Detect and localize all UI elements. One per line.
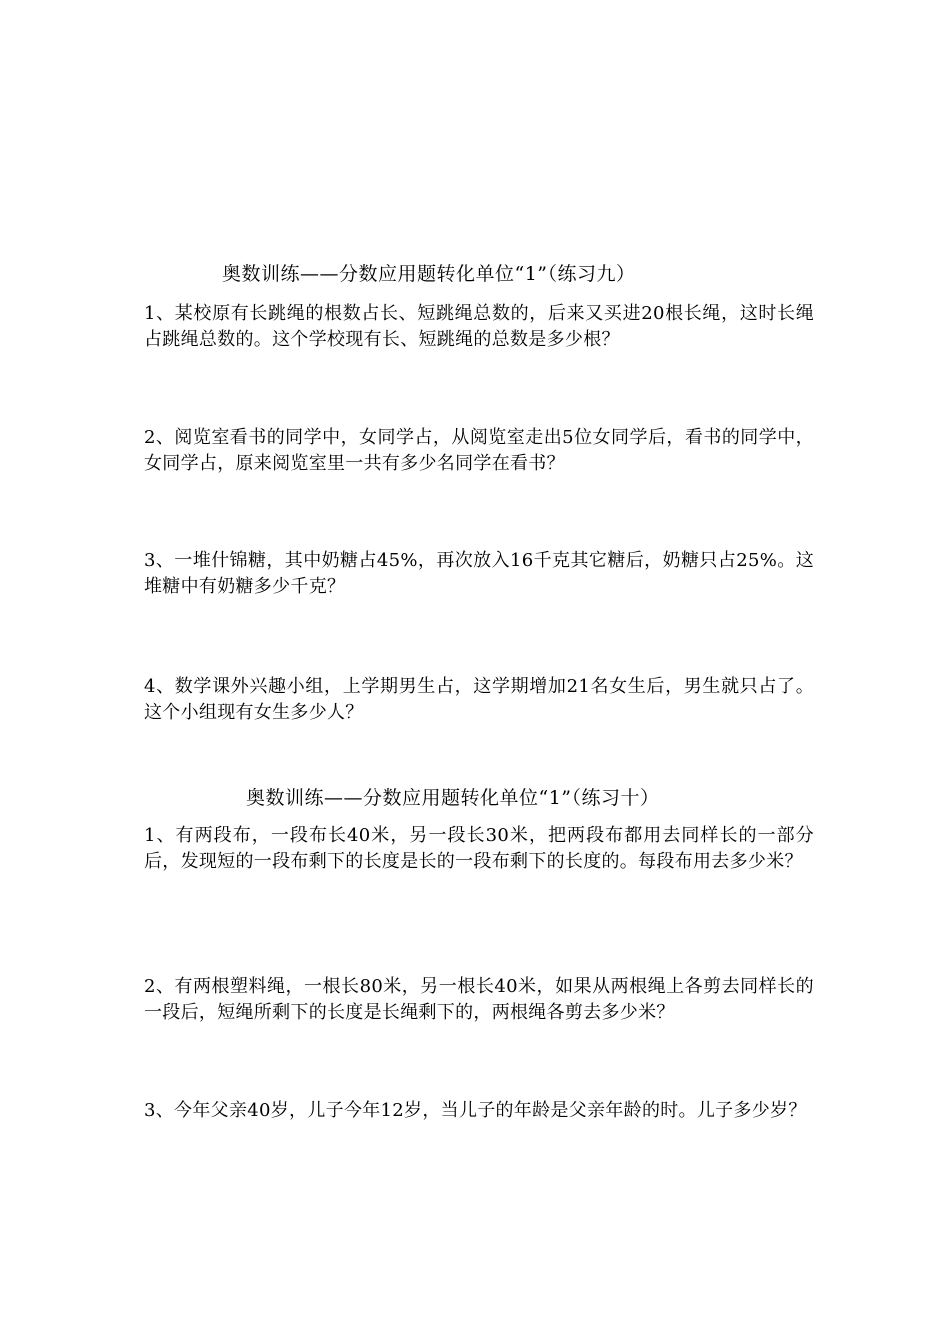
question-9-4: 4、数学课外兴趣小组，上学期男生占，这学期增加21名女生后，男生就只占了。这个小组现有女生多少人？	[144, 676, 814, 723]
question-9-1: 1、某校原有长跳绳的根数占长、短跳绳总数的，后来又买进20根长绳，这时长绳占跳绳总数的。这个学校现有长、短跳绳的总数是多少根？	[144, 303, 814, 350]
question-9-3: 3、一堆什锦糖，其中奶糖占45%，再次放入16千克其它糖后，奶糖只占25%。这堆糖中有奶糖多少千克？	[144, 550, 814, 597]
question-10-1: 1、有两段布，一段布长40米，另一段长30米，把两段布都用去同样长的一部分后，发现短的一段布剩下的长度是长的一段布剩下的长度的。每段布用去多少米？	[144, 825, 814, 872]
question-10-2: 2、有两根塑料绳，一根长80米，另一根长40米，如果从两根绳上各剪去同样长的一段后，短绳所剩下的长度是长绳剩下的，两根绳各剪去多少米？	[144, 976, 814, 1023]
question-10-3: 3、今年父亲40岁，儿子今年12岁，当儿子的年龄是父亲年龄的时。儿子多少岁？	[144, 1100, 807, 1121]
section-title-exercise-10: 奥数训练——分数应用题转化单位“1”（练习十）	[246, 787, 660, 809]
question-9-2: 2、阅览室看书的同学中，女同学占，从阅览室走出5位女同学后，看书的同学中，女同学占，原来阅览室里一共有多少名同学在看书？	[144, 427, 814, 474]
section-title-exercise-9: 奥数训练——分数应用题转化单位“1”（练习九）	[222, 263, 636, 285]
